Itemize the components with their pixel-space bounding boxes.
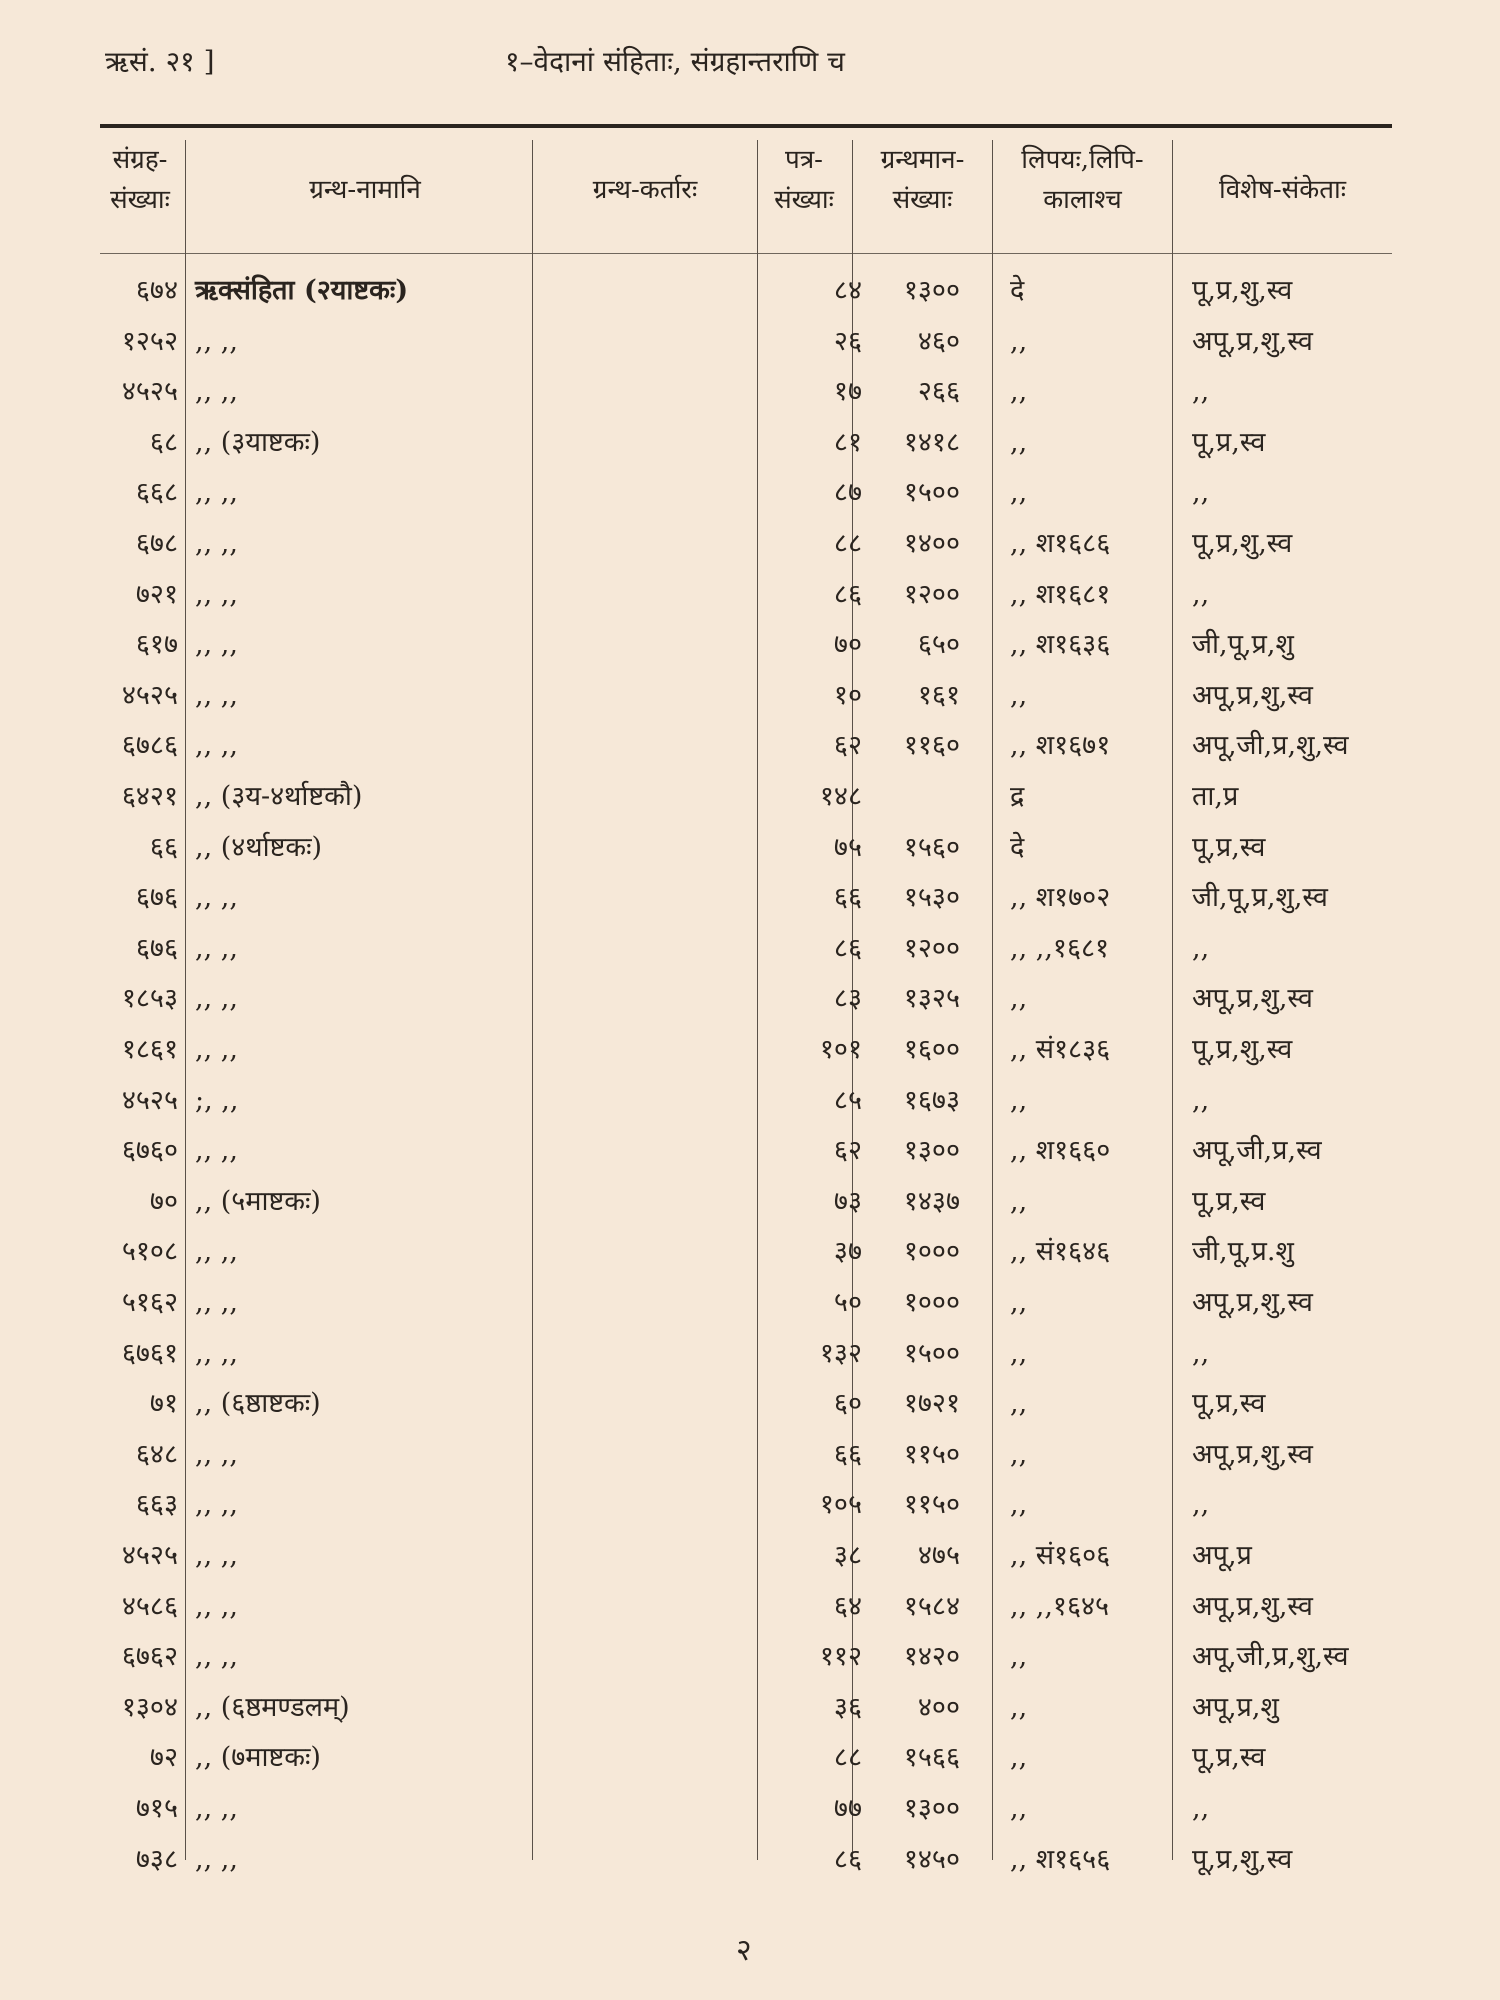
title-cell: ,, ,, — [195, 730, 238, 762]
script-date-cell: ,, — [1010, 1742, 1028, 1774]
table-row — [0, 1226, 1500, 1277]
collection-number-cell: ६६ — [149, 831, 178, 863]
title-cell: ,, (३याष्टकः) — [195, 426, 321, 458]
title-cell: ,, (७माष्टकः) — [195, 1742, 321, 1774]
remarks-cell: अपू,प्र,शु,स्व — [1192, 983, 1313, 1015]
table-row — [0, 1429, 1500, 1480]
script-date-cell: ,, — [1010, 426, 1028, 458]
script-date-cell: ,, ,,१६४५ — [1010, 1590, 1110, 1622]
collection-number-cell: १३०४ — [121, 1691, 178, 1723]
folio-count-cell: ८७ — [833, 477, 862, 509]
title-cell: ,, (५माष्टकः) — [195, 1185, 321, 1217]
folio-count-cell: १४८ — [819, 781, 862, 812]
table-row — [0, 720, 1500, 771]
table-row — [0, 1783, 1500, 1834]
collection-number-cell: ४५२५ — [121, 1084, 178, 1116]
table-row — [0, 417, 1500, 468]
remarks-cell: ,, — [1192, 1489, 1210, 1521]
column-header-remarks: विशेष-संकेताः — [1218, 175, 1347, 205]
script-date-cell: दे — [1010, 275, 1025, 306]
folio-count-cell: २६ — [833, 325, 862, 357]
remarks-cell: ,, — [1192, 1793, 1210, 1824]
extent-cell: १४५० — [903, 1843, 960, 1875]
script-date-cell: ,, — [1010, 376, 1028, 408]
script-date-cell: ,, — [1010, 1489, 1028, 1521]
script-date-cell: ,, सं१८३६ — [1010, 1034, 1111, 1065]
extent-cell: ४६० — [917, 325, 960, 357]
title-cell: ,, ,, — [195, 629, 238, 661]
column-header-folios: पत्र- संख्याः — [774, 145, 834, 216]
table-row — [0, 619, 1500, 670]
collection-number-cell: ६७६१ — [121, 1337, 178, 1369]
collection-number-cell: ४५८६ — [121, 1590, 178, 1622]
folio-count-cell: ८६ — [833, 1843, 862, 1875]
collection-number-cell: ४५२५ — [121, 1540, 178, 1571]
script-date-cell: द्र — [1010, 781, 1025, 812]
script-date-cell: दे — [1010, 831, 1025, 863]
collection-number-cell: ६७६ — [135, 882, 178, 914]
remarks-cell: पू,प्र,स्व — [1192, 1388, 1266, 1420]
extent-cell: १५६० — [903, 831, 960, 863]
title-cell: ,, ,, — [195, 1641, 238, 1673]
collection-number-cell: ७३८ — [135, 1843, 178, 1875]
extent-cell: १५०० — [903, 477, 960, 509]
folio-count-cell: ६० — [833, 1388, 862, 1420]
title-cell: ,, (६ष्ठमण्डलम्) — [195, 1691, 350, 1723]
extent-cell: १६७३ — [903, 1084, 960, 1116]
title-cell: ,, ,, — [195, 679, 238, 711]
folio-count-cell: ७५ — [833, 831, 862, 863]
table-row — [0, 1581, 1500, 1632]
table-row — [0, 265, 1500, 316]
remarks-cell: ,, — [1192, 932, 1210, 964]
title-cell: ,, ,, — [195, 1337, 238, 1369]
table-row — [0, 1834, 1500, 1885]
extent-cell: १३२५ — [903, 983, 960, 1015]
remarks-cell: अपू,प्र,शु — [1192, 1691, 1279, 1723]
title-cell: ,, (६ष्ठाष्टकः) — [195, 1388, 321, 1420]
column-header-author: ग्रन्थ-कर्तारः — [592, 175, 698, 205]
remarks-cell: अपू,प्र,शु,स्व — [1192, 1590, 1313, 1622]
table-row — [0, 569, 1500, 620]
folio-count-cell: ३६ — [833, 1691, 862, 1723]
table-row — [0, 366, 1500, 417]
collection-number-cell: ५१६२ — [121, 1287, 178, 1318]
remarks-cell: पू,प्र,स्व — [1192, 426, 1266, 458]
table-row — [0, 316, 1500, 367]
header-rule — [100, 124, 1392, 128]
remarks-cell: अपू,प्र,शु,स्व — [1192, 325, 1313, 357]
collection-number-cell: १८५३ — [121, 983, 178, 1015]
remarks-cell: ,, — [1192, 477, 1210, 509]
script-date-cell: ,, — [1010, 1337, 1028, 1369]
collection-number-cell: ६७८६ — [121, 730, 178, 762]
folio-count-cell: ८१ — [833, 426, 862, 458]
table-row — [0, 1732, 1500, 1783]
extent-cell: ४०० — [917, 1691, 960, 1723]
folio-count-cell: ६४ — [833, 1590, 862, 1622]
remarks-cell: ,, — [1192, 578, 1210, 610]
folio-count-cell: १०१ — [819, 1034, 862, 1065]
table-row — [0, 1075, 1500, 1126]
remarks-cell: जी,पू,प्र,शु,स्व — [1192, 882, 1328, 914]
column-header-script-date: लिपयः,लिपि- कालाश्च — [1021, 145, 1144, 216]
title-cell: ,, ,, — [195, 1135, 238, 1167]
collection-number-cell: ७२१ — [135, 578, 178, 610]
section-reference: ऋसं. २१ ] — [105, 45, 215, 78]
folio-count-cell: ३७ — [833, 1236, 862, 1268]
table-row — [0, 1682, 1500, 1733]
folio-count-cell: ८६ — [833, 932, 862, 964]
remarks-cell: जी,पू,प्र.शु — [1192, 1236, 1294, 1268]
extent-cell: १२०० — [903, 578, 960, 610]
script-date-cell: ,, — [1010, 1691, 1028, 1723]
remarks-cell: अपू,प्र,शु,स्व — [1192, 1287, 1313, 1318]
script-date-cell: ,, सं१६०६ — [1010, 1540, 1111, 1571]
title-cell: ;, ,, — [195, 1084, 239, 1116]
table-row — [0, 1631, 1500, 1682]
folio-count-cell: ८३ — [833, 983, 862, 1015]
script-date-cell: ,, — [1010, 679, 1028, 711]
script-date-cell: ,, — [1010, 477, 1028, 509]
title-cell: ,, ,, — [195, 1540, 238, 1571]
title-cell: ,, ,, — [195, 882, 238, 914]
folio-count-cell: ६२ — [833, 1135, 862, 1167]
extent-cell: १४१८ — [903, 426, 960, 458]
title-cell: ,, ,, — [195, 325, 238, 357]
table-row — [0, 1176, 1500, 1227]
folio-count-cell: ५० — [833, 1287, 862, 1318]
table-row — [0, 1125, 1500, 1176]
script-date-cell: ,, श१६७१ — [1010, 730, 1111, 762]
folio-count-cell: ७० — [833, 629, 862, 661]
script-date-cell: ,, श१६६० — [1010, 1135, 1111, 1167]
folio-count-cell: ८४ — [833, 275, 862, 306]
title-cell: ,, (३य-४र्थाष्टकौ) — [195, 781, 363, 812]
remarks-cell: पू,प्र,शु,स्व — [1192, 528, 1293, 559]
extent-cell: २६६ — [917, 376, 960, 408]
extent-cell: १६०० — [903, 1034, 960, 1065]
collection-number-cell: ६७६० — [121, 1135, 178, 1167]
extent-cell: १५६६ — [903, 1742, 960, 1774]
title-cell: ,, ,, — [195, 932, 238, 964]
title-cell: ,, ,, — [195, 1236, 238, 1268]
remarks-cell: अपू,प्र,शु,स्व — [1192, 679, 1313, 711]
column-header-collection-number: संग्रह- संख्याः — [110, 145, 170, 216]
table-row — [0, 822, 1500, 873]
extent-cell: १००० — [903, 1287, 960, 1318]
folio-count-cell: ६६ — [833, 1438, 862, 1470]
title-cell: ,, ,, — [195, 376, 238, 408]
remarks-cell: पू,प्र,स्व — [1192, 1185, 1266, 1217]
script-date-cell: ,, — [1010, 325, 1028, 357]
collection-number-cell: ७१ — [149, 1388, 178, 1420]
script-date-cell: ,, ,,१६८१ — [1010, 932, 1110, 964]
extent-cell: १३०० — [903, 1135, 960, 1167]
script-date-cell: ,, श१७०२ — [1010, 882, 1111, 914]
script-date-cell: ,, — [1010, 1438, 1028, 1470]
collection-number-cell: ७० — [149, 1185, 178, 1217]
remarks-cell: ,, — [1192, 1337, 1210, 1369]
folio-count-cell: ७३ — [833, 1185, 862, 1217]
collection-number-cell: ६७४ — [135, 275, 178, 306]
folio-count-cell: ६२ — [833, 730, 862, 762]
column-header-extent: ग्रन्थमान- संख्याः — [880, 145, 965, 216]
folio-count-cell: १०५ — [819, 1489, 862, 1521]
script-date-cell: ,, — [1010, 1641, 1028, 1673]
script-date-cell: ,, — [1010, 1287, 1028, 1318]
collection-number-cell: ६६३ — [135, 1489, 178, 1521]
folio-count-cell: ८८ — [833, 528, 862, 559]
collection-number-cell: ४५२५ — [121, 376, 178, 408]
script-date-cell: ,, — [1010, 1084, 1028, 1116]
table-row — [0, 518, 1500, 569]
table-row — [0, 467, 1500, 518]
collection-number-cell: ६७६२ — [121, 1641, 178, 1673]
table-row — [0, 872, 1500, 923]
extent-cell: १४३७ — [903, 1185, 960, 1217]
title-cell: ,, ,, — [195, 1287, 238, 1318]
table-row — [0, 923, 1500, 974]
title-cell: ,, ,, — [195, 578, 238, 610]
table-row — [0, 1277, 1500, 1328]
title-cell: ,, ,, — [195, 1489, 238, 1521]
title-cell: ,, ,, — [195, 477, 238, 509]
table-row — [0, 1530, 1500, 1581]
collection-number-cell: ६६८ — [135, 477, 178, 509]
folio-count-cell: ८५ — [833, 1084, 862, 1116]
column-header-title: ग्रन्थ-नामानि — [309, 175, 421, 205]
table-row — [0, 771, 1500, 822]
collection-number-cell: १२५२ — [121, 325, 178, 357]
title-cell: ,, ,, — [195, 1843, 238, 1875]
folio-count-cell: १७ — [833, 376, 862, 408]
script-date-cell: ,, श१६८६ — [1010, 528, 1111, 559]
remarks-cell: जी,पू,प्र,शु — [1192, 629, 1294, 661]
remarks-cell: पू,प्र,स्व — [1192, 1742, 1266, 1774]
extent-cell: १५८४ — [903, 1590, 960, 1622]
extent-cell: १४०० — [903, 528, 960, 559]
folio-count-cell: १० — [833, 679, 862, 711]
page-title: १–वेदानां संहिताः, संग्रहान्तराणि च — [505, 45, 845, 78]
remarks-cell: अपू,जी,प्र,शु,स्व — [1192, 1641, 1349, 1673]
extent-cell: ११५० — [903, 1489, 960, 1521]
table-row — [0, 1479, 1500, 1530]
extent-cell: ११६० — [903, 730, 960, 762]
remarks-cell: अपू,प्र — [1192, 1540, 1252, 1571]
remarks-cell: ,, — [1192, 376, 1210, 408]
extent-cell: १७२१ — [903, 1388, 960, 1420]
folio-count-cell: ८६ — [833, 578, 862, 610]
collection-number-cell: ६८ — [149, 426, 178, 458]
script-date-cell: ,, श१६८१ — [1010, 578, 1111, 610]
collection-number-cell: ६१७ — [135, 629, 178, 661]
table-row — [0, 670, 1500, 721]
extent-cell: १३०० — [903, 1793, 960, 1824]
remarks-cell: पू,प्र,शु,स्व — [1192, 1034, 1293, 1065]
title-cell: ,, ,, — [195, 1034, 238, 1065]
extent-cell: १३०० — [903, 275, 960, 306]
folio-count-cell: ७७ — [833, 1793, 862, 1824]
header-divider — [100, 253, 1392, 254]
folio-count-cell: ८८ — [833, 1742, 862, 1774]
script-date-cell: ,, — [1010, 1388, 1028, 1420]
remarks-cell: ,, — [1192, 1084, 1210, 1116]
title-cell: ऋक्संहिता (२याष्टकः) — [195, 275, 409, 306]
folio-count-cell: १३२ — [819, 1337, 862, 1369]
remarks-cell: पू,प्र,स्व — [1192, 831, 1266, 863]
script-date-cell: ,, — [1010, 1185, 1028, 1217]
remarks-cell: अपू,जी,प्र,शु,स्व — [1192, 730, 1349, 762]
title-cell: ,, (४र्थाष्टकः) — [195, 831, 323, 863]
remarks-cell: पू,प्र,शु,स्व — [1192, 1843, 1293, 1875]
collection-number-cell: ४५२५ — [121, 679, 178, 711]
title-cell: ,, ,, — [195, 1793, 238, 1824]
collection-number-cell: ५१०८ — [121, 1236, 178, 1268]
extent-cell: १५०० — [903, 1337, 960, 1369]
extent-cell: ४७५ — [917, 1540, 960, 1571]
title-cell: ,, ,, — [195, 1590, 238, 1622]
table-row — [0, 1328, 1500, 1379]
extent-cell: १४२० — [903, 1641, 960, 1673]
script-date-cell: ,, — [1010, 983, 1028, 1015]
table-row — [0, 1024, 1500, 1075]
extent-cell: १५३० — [903, 882, 960, 914]
folio-count-cell: ६६ — [833, 882, 862, 914]
remarks-cell: अपू,प्र,शु,स्व — [1192, 1438, 1313, 1470]
collection-number-cell: ७१५ — [135, 1793, 178, 1824]
collection-number-cell: ६७८ — [135, 528, 178, 559]
collection-number-cell: ६७६ — [135, 932, 178, 964]
extent-cell: १२०० — [903, 932, 960, 964]
extent-cell: १६१ — [917, 679, 960, 711]
remarks-cell: अपू,जी,प्र,स्व — [1192, 1135, 1322, 1167]
page-number: २ — [736, 1933, 752, 1968]
extent-cell: ६५० — [917, 629, 960, 661]
script-date-cell: ,, सं१६४६ — [1010, 1236, 1111, 1268]
collection-number-cell: ६४८ — [135, 1438, 178, 1470]
folio-count-cell: ३८ — [833, 1540, 862, 1571]
title-cell: ,, ,, — [195, 983, 238, 1015]
collection-number-cell: ७२ — [149, 1742, 178, 1774]
script-date-cell: ,, श१६५६ — [1010, 1843, 1111, 1875]
extent-cell: ११५० — [903, 1438, 960, 1470]
script-date-cell: ,, — [1010, 1793, 1028, 1824]
collection-number-cell: ६४२१ — [121, 781, 178, 812]
extent-cell: १००० — [903, 1236, 960, 1268]
table-row — [0, 1378, 1500, 1429]
script-date-cell: ,, श१६३६ — [1010, 629, 1111, 661]
title-cell: ,, ,, — [195, 528, 238, 559]
table-row — [0, 973, 1500, 1024]
remarks-cell: ता,प्र — [1192, 781, 1239, 812]
remarks-cell: पू,प्र,शु,स्व — [1192, 275, 1293, 306]
folio-count-cell: ११२ — [819, 1641, 862, 1673]
collection-number-cell: १८६१ — [121, 1034, 178, 1065]
title-cell: ,, ,, — [195, 1438, 238, 1470]
